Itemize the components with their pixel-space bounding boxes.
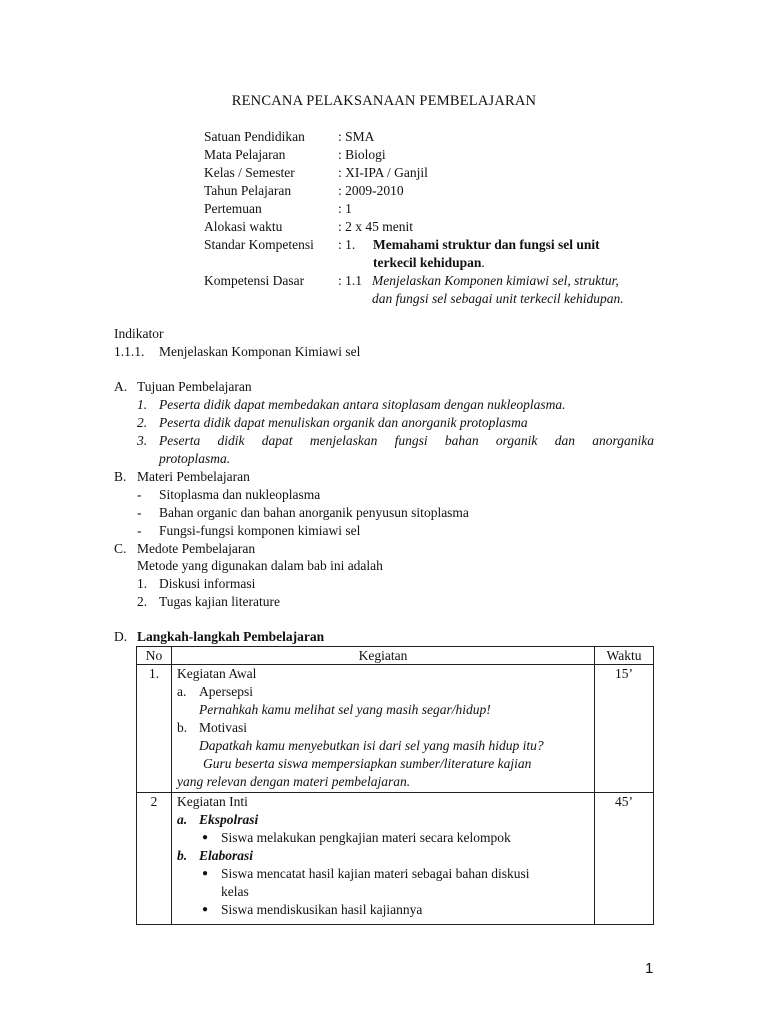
metode-heading: Medote Pembelajaran: [137, 541, 256, 556]
kegiatan-title: Kegiatan Awal: [177, 666, 257, 681]
kompetensi-dasar-text: Menjelaskan Komponen kimiawi sel, struktur,: [372, 273, 619, 288]
langkah-table: [136, 646, 654, 925]
identity-label: Pertemuan: [204, 201, 262, 216]
identity-label: Alokasi waktu: [204, 219, 283, 234]
identity-value: : XI-IPA / Ganjil: [338, 165, 428, 180]
identity-label: Tahun Pelajaran: [204, 183, 292, 198]
kegiatan-title: Kegiatan Inti: [177, 794, 248, 809]
bullet-icon: ●: [202, 868, 209, 879]
sub-letter: b.: [177, 720, 188, 735]
table-header-row: [137, 647, 654, 665]
waktu-cell: 15’: [595, 665, 654, 793]
sub-text: Pernahkah kamu melihat sel yang masih segar/hidup!: [199, 702, 491, 717]
sub-letter: a.: [177, 684, 187, 699]
sub-text: Dapatkah kamu menyebutkan isi dari sel yang masih hidup itu?: [199, 738, 544, 753]
table-row: [137, 793, 654, 925]
standar-kompetensi-text-cont: terkecil kehidupan.: [373, 255, 485, 270]
tujuan-item: Peserta didik dapat membedakan antara sitoplasam dengan nukleoplasma.: [159, 397, 566, 412]
identity-label: Mata Pelajaran: [204, 147, 286, 162]
note-text: Guru beserta siswa mempersiapkan sumber/literature kajian: [203, 756, 532, 771]
kompetensi-dasar-label: Kompetensi Dasar: [204, 273, 305, 288]
kegiatan-cell: [172, 793, 595, 925]
bullet-icon: ●: [202, 904, 209, 915]
identity-value: : 1: [338, 201, 352, 216]
kompetensi-dasar-number: : 1.1: [338, 273, 363, 288]
langkah-heading: Langkah-langkah Pembelajaran: [137, 629, 325, 644]
metode-intro: Metode yang digunakan dalam bab ini adalah: [137, 558, 383, 573]
tujuan-item: Peserta didik dapat menjelaskan fungsi bahan organik dan anorganika: [159, 433, 654, 448]
materi-item: Sitoplasma dan nukleoplasma: [159, 487, 321, 502]
standar-kompetensi-label: Standar Kompetensi: [204, 237, 314, 252]
metode-item: Diskusi informasi: [159, 576, 256, 591]
indikator-number: 1.1.1.: [114, 344, 145, 359]
section-letter: B.: [114, 469, 127, 484]
bullet-item: Siswa mencatat hasil kajian materi sebagai bahan diskusi: [221, 866, 530, 881]
materi-dash: -: [137, 487, 142, 502]
tujuan-item-cont: protoplasma.: [159, 451, 231, 466]
document-title: RENCANA PELAKSANAAN PEMBELAJARAN: [231, 93, 537, 109]
bullet-icon: ●: [202, 832, 209, 843]
identity-value: : SMA: [338, 129, 375, 144]
header-kegiatan: Kegiatan: [172, 647, 595, 665]
waktu-cell: 45’: [595, 793, 654, 925]
table-row: [137, 665, 654, 793]
kompetensi-dasar-text-cont: dan fungsi sel sebagai unit terkecil kehidupan.: [372, 291, 624, 306]
page-number: 1: [645, 960, 654, 977]
materi-dash: -: [137, 523, 142, 538]
identity-value: : 2009-2010: [338, 183, 404, 198]
bullet-item: Siswa melakukan pengkajian materi secara kelompok: [221, 830, 511, 845]
tujuan-item-number: 2.: [137, 415, 148, 430]
bullet-item: Siswa mendiskusikan hasil kajiannya: [221, 902, 423, 917]
materi-item: Bahan organic dan bahan anorganik penyusun sitoplasma: [159, 505, 469, 520]
section-letter: C.: [114, 541, 127, 556]
row-number: 1.: [137, 665, 172, 793]
indikator-text: Menjelaskan Komponan Kimiawi sel: [159, 344, 361, 359]
kegiatan-cell: [172, 665, 595, 793]
sub-letter: b.: [177, 848, 188, 863]
standar-kompetensi-text: Memahami struktur dan fungsi sel unit: [373, 237, 600, 252]
sub-letter: a.: [177, 812, 188, 827]
identity-value: : 2 x 45 menit: [338, 219, 413, 234]
identity-label: Satuan Pendidikan: [204, 129, 305, 144]
sub-label: Ekspolrasi: [199, 812, 259, 827]
tujuan-heading: Tujuan Pembelajaran: [137, 379, 252, 394]
materi-item: Fungsi-fungsi komponen kimiawi sel: [159, 523, 361, 538]
sub-label: Motivasi: [199, 720, 248, 735]
metode-item-number: 2.: [137, 594, 148, 609]
note-text-cont: yang relevan dengan materi pembelajaran.: [177, 774, 411, 789]
section-letter: A.: [114, 379, 128, 394]
identity-value: : Biologi: [338, 147, 386, 162]
tujuan-item: Peserta didik dapat menuliskan organik dan anorganik protoplasma: [159, 415, 528, 430]
section-letter: D.: [114, 629, 128, 644]
materi-dash: -: [137, 505, 142, 520]
metode-item: Tugas kajian literature: [159, 594, 280, 609]
metode-item-number: 1.: [137, 576, 148, 591]
identity-label: Kelas / Semester: [204, 165, 295, 180]
tujuan-item-number: 1.: [137, 397, 148, 412]
sub-label: Elaborasi: [199, 848, 254, 863]
bullet-item-cont: kelas: [221, 884, 249, 899]
header-no: No: [137, 647, 172, 665]
header-waktu: Waktu: [595, 647, 654, 665]
materi-heading: Materi Pembelajaran: [137, 469, 250, 484]
indikator-heading: Indikator: [114, 326, 164, 341]
tujuan-item-number: 3.: [137, 433, 148, 448]
sub-label: Apersepsi: [199, 684, 253, 699]
row-number: 2: [137, 793, 172, 925]
standar-kompetensi-number: : 1.: [338, 237, 356, 252]
